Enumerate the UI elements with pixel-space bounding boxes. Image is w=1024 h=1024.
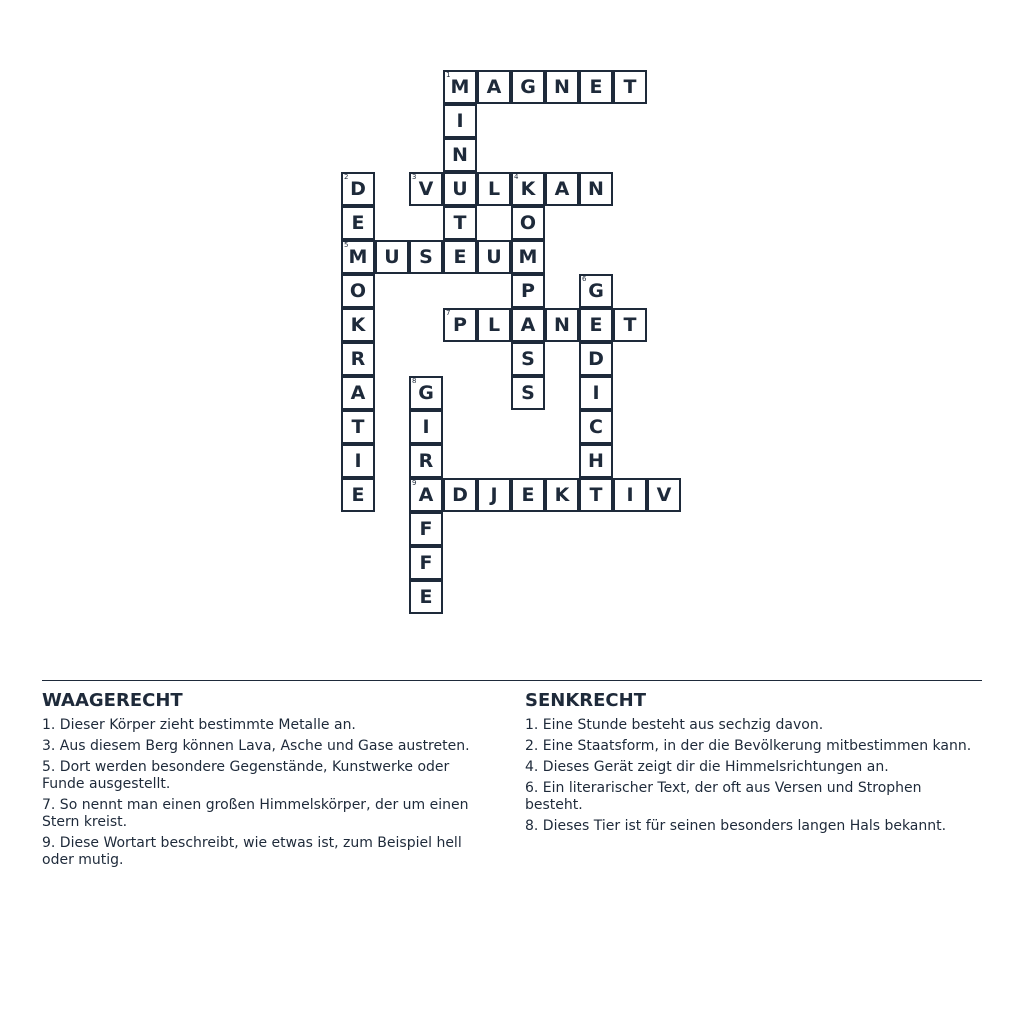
cell-letter: S	[521, 348, 535, 370]
grid-cell[interactable]	[409, 410, 443, 444]
grid-cell[interactable]	[443, 104, 477, 138]
grid-cell[interactable]	[409, 444, 443, 478]
cell-letter: I	[456, 110, 464, 132]
grid-cell[interactable]	[409, 580, 443, 614]
grid-cell[interactable]	[647, 478, 681, 512]
cell-letter: K	[520, 178, 536, 200]
cell-letter: R	[418, 450, 434, 472]
grid-cell[interactable]	[511, 172, 545, 206]
cell-letter: L	[487, 314, 501, 336]
cell-letter: L	[487, 178, 501, 200]
grid-cell[interactable]	[443, 478, 477, 512]
grid-cell[interactable]	[477, 172, 511, 206]
cell-letter: O	[519, 212, 537, 234]
grid-cell[interactable]	[341, 444, 375, 478]
cell-letter: I	[592, 382, 600, 404]
cell-letter: C	[589, 416, 603, 438]
down-heading: SENKRECHT	[525, 690, 646, 711]
cell-letter: V	[418, 178, 434, 200]
cell-letter: N	[588, 178, 604, 200]
cell-letter: M	[518, 246, 538, 268]
cell-letter: G	[520, 76, 536, 98]
cell-letter: A	[554, 178, 570, 200]
across-clue-5: 5. Dort werden besondere Gegenstände, Kunstwerke oder Funde ausgestellt.	[42, 759, 450, 792]
clue-number: 1	[446, 71, 451, 79]
cell-letter: P	[453, 314, 467, 336]
across-clue-7: 7. So nennt man einen großen Himmelskörper, der um einen Stern kreist.	[42, 797, 469, 830]
clue-number: 8	[412, 377, 417, 385]
grid-cell[interactable]	[511, 342, 545, 376]
cell-letter: K	[350, 314, 366, 336]
cell-letter: D	[452, 484, 468, 506]
clue-number: 2	[344, 173, 349, 181]
cell-letter: U	[486, 246, 502, 268]
cell-letter: N	[554, 76, 570, 98]
clue-number: 4	[514, 173, 519, 181]
cell-letter: I	[354, 450, 362, 472]
cell-letter: A	[418, 484, 434, 506]
grid-cell[interactable]	[545, 70, 579, 104]
grid-cell[interactable]	[409, 546, 443, 580]
clue-number: 3	[412, 173, 417, 181]
grid-cell[interactable]	[613, 70, 647, 104]
grid-cell[interactable]	[579, 444, 613, 478]
down-clue-1: 1. Eine Stunde besteht aus sechzig davon.	[525, 717, 824, 733]
cell-letter: V	[656, 484, 672, 506]
grid-cell[interactable]	[409, 512, 443, 546]
grid-cell[interactable]	[443, 308, 477, 342]
grid-cell[interactable]	[511, 274, 545, 308]
cell-letter: U	[452, 178, 468, 200]
cell-letter: N	[452, 144, 468, 166]
grid-cell[interactable]	[443, 70, 477, 104]
grid-cell[interactable]	[511, 308, 545, 342]
clue-number: 5	[344, 241, 349, 249]
clue-number: 9	[412, 479, 417, 487]
grid-cell[interactable]	[545, 478, 579, 512]
divider	[42, 680, 982, 681]
down-clue-4: 4. Dieses Gerät zeigt dir die Himmelsrichtungen an.	[525, 759, 889, 775]
across-clue-3: 3. Aus diesem Berg können Lava, Asche und Gase austreten.	[42, 738, 470, 754]
cell-letter: E	[521, 484, 535, 506]
down-clue-6: 6. Ein literarischer Text, der oft aus Versen und Strophen besteht.	[525, 780, 922, 813]
grid-cell[interactable]	[579, 410, 613, 444]
cell-letter: I	[626, 484, 634, 506]
cell-letter: P	[521, 280, 535, 302]
grid-cell[interactable]	[409, 478, 443, 512]
cell-letter: T	[351, 416, 365, 438]
cell-letter: J	[490, 484, 498, 506]
cell-letter: A	[486, 76, 502, 98]
grid-cell[interactable]	[477, 308, 511, 342]
grid-cell[interactable]	[613, 478, 647, 512]
grid-cell[interactable]	[545, 172, 579, 206]
grid-cell[interactable]	[409, 240, 443, 274]
grid-cell[interactable]	[545, 308, 579, 342]
across-clue-1: 1. Dieser Körper zieht bestimmte Metalle an.	[42, 717, 356, 733]
clue-number: 7	[446, 309, 451, 317]
grid-cell[interactable]	[341, 172, 375, 206]
grid-cell[interactable]	[341, 342, 375, 376]
grid-cell[interactable]	[341, 274, 375, 308]
grid-cell[interactable]	[511, 478, 545, 512]
cell-letter: T	[589, 484, 603, 506]
cell-letter: O	[349, 280, 367, 302]
grid-cell[interactable]	[613, 308, 647, 342]
grid-cell[interactable]	[579, 478, 613, 512]
grid-cell[interactable]	[443, 138, 477, 172]
cell-letter: S	[419, 246, 433, 268]
down-clue-8: 8. Dieses Tier ist für seinen besonders langen Hals bekannt.	[525, 818, 947, 834]
cell-letter: E	[453, 246, 467, 268]
grid-cell[interactable]	[511, 376, 545, 410]
grid-cell[interactable]	[511, 70, 545, 104]
cell-letter: T	[623, 76, 637, 98]
cell-letter: T	[453, 212, 467, 234]
cell-letter: F	[419, 518, 433, 540]
grid-cell[interactable]	[341, 240, 375, 274]
across-heading: WAAGERECHT	[42, 690, 183, 711]
grid-cell[interactable]	[443, 206, 477, 240]
down-clue-2: 2. Eine Staatsform, in der die Bevölkerung mitbestimmen kann.	[525, 738, 972, 754]
grid-cell[interactable]	[375, 240, 409, 274]
cell-letter: N	[554, 314, 570, 336]
grid-cell[interactable]	[579, 70, 613, 104]
clue-number: 6	[582, 275, 587, 283]
grid-cell[interactable]	[477, 478, 511, 512]
cell-letter: I	[422, 416, 430, 438]
grid-cell[interactable]	[443, 240, 477, 274]
grid-cell[interactable]	[579, 342, 613, 376]
cell-letter: E	[351, 484, 365, 506]
cell-letter: R	[350, 348, 366, 370]
grid-cell[interactable]	[409, 376, 443, 410]
across-clue-9: 9. Diese Wortart beschreibt, wie etwas ist, zum Beispiel hell oder mutig.	[42, 835, 462, 868]
cell-letter: S	[521, 382, 535, 404]
cell-letter: E	[589, 314, 603, 336]
cell-letter: E	[419, 586, 433, 608]
grid-cell[interactable]	[511, 240, 545, 274]
grid-cell[interactable]	[341, 308, 375, 342]
cell-letter: A	[350, 382, 366, 404]
grid-cell[interactable]	[579, 376, 613, 410]
cell-letter: T	[623, 314, 637, 336]
grid-cell[interactable]	[511, 206, 545, 240]
grid-cell[interactable]	[341, 206, 375, 240]
grid-cell[interactable]	[477, 240, 511, 274]
grid-cell[interactable]	[341, 376, 375, 410]
cell-letter: G	[588, 280, 604, 302]
grid-cell[interactable]	[579, 172, 613, 206]
grid-cell[interactable]	[443, 172, 477, 206]
cell-letter: M	[348, 246, 368, 268]
cell-letter: F	[419, 552, 433, 574]
cell-letter: K	[554, 484, 570, 506]
cell-letter: E	[351, 212, 365, 234]
cell-letter: A	[520, 314, 536, 336]
grid-cell[interactable]	[477, 70, 511, 104]
grid-cell[interactable]	[409, 172, 443, 206]
cell-letter: E	[589, 76, 603, 98]
cell-letter: D	[588, 348, 604, 370]
cell-letter: D	[350, 178, 366, 200]
down-clues	[525, 690, 975, 839]
across-clues	[42, 690, 492, 873]
cell-letter: H	[588, 450, 604, 472]
grid-cell[interactable]	[341, 478, 375, 512]
cell-letter: G	[418, 382, 434, 404]
grid-cell[interactable]	[341, 410, 375, 444]
grid-cell[interactable]	[579, 274, 613, 308]
grid-cell[interactable]	[579, 308, 613, 342]
cell-letter: U	[384, 246, 400, 268]
cell-letter: M	[450, 76, 470, 98]
